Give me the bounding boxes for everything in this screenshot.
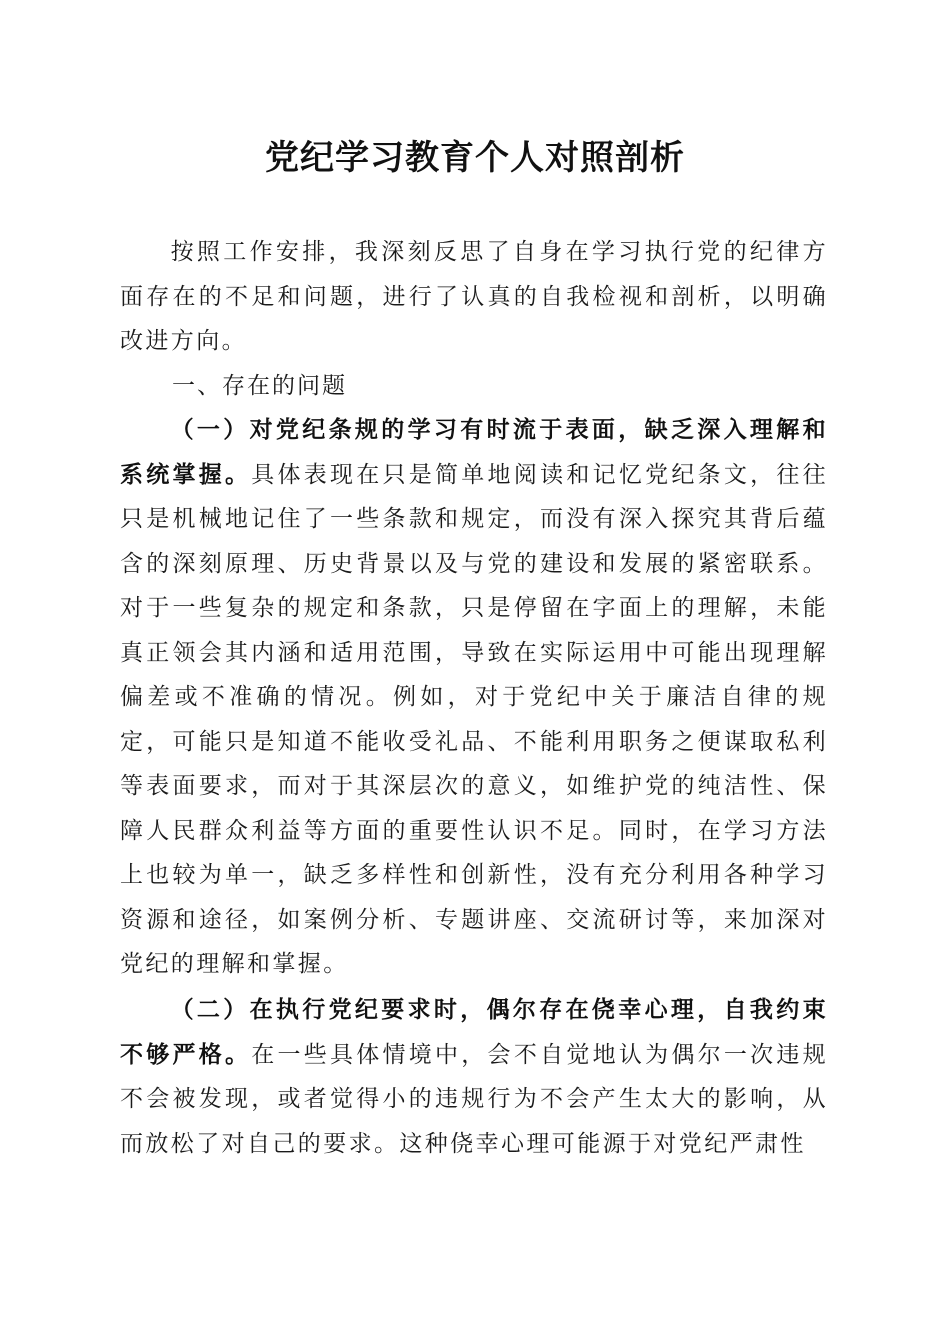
item-1-paragraph <box>120 408 828 987</box>
section-heading: 一、存在的问题 <box>172 373 347 399</box>
item-1-text: 具体表现在只是简单地阅读和记忆党纪条文，往往只是机械地记住了一些条款和规定，而没有深入探究其背后蕴含的深刻原理、历史背景以及与党的建设和发展的紧密联系。对于一些复杂的规定和条款，只是停留在字面上的理解，未能真正领会其内涵和适用范围，导致在实际运用中可能出现理解偏差或不准确的情况。例如，对于党纪中关于廉洁自律的规定，可能只是知道不能收受礼品、不能利用职务之便谋取私利等表面要求，而对于其深层次的意义，如维护党的纯洁性、保障人民群众利益等方面的重要性认识不足。同时，在学习方法上也较为单一，缺乏多样性和创新性，没有充分利用各种学习资源和途径，如案例分析、专题讲座、交流研讨等，来加深对党纪的理解和掌握。 <box>120 461 829 977</box>
intro-text: 按照工作安排，我深刻反思了自身在学习执行党的纪律方面存在的不足和问题，进行了认真的自我检视和剖析，以明确改进方向。 <box>120 239 828 354</box>
item-2 <box>120 988 828 1166</box>
item-1 <box>120 408 828 987</box>
item-1-heading: （一）对党纪条规的学习有时流于表面，缺乏深入理解和系统掌握。 <box>120 416 828 488</box>
item-2-heading: （二）在执行党纪要求时，偶尔存在侥幸心理，自我约束不够严格。 <box>120 996 828 1068</box>
document-title: 党纪学习教育个人对照剖析 <box>265 138 685 178</box>
item-2-text: 在一些具体情境中，会不自觉地认为偶尔一次违规不会被发现，或者觉得小的违规行为不会产生太大的影响，从而放松了对自己的要求。这种侥幸心理可能源于对党纪严肃性 <box>120 1041 829 1157</box>
item-2-paragraph <box>120 988 828 1166</box>
intro-paragraph <box>120 230 828 364</box>
